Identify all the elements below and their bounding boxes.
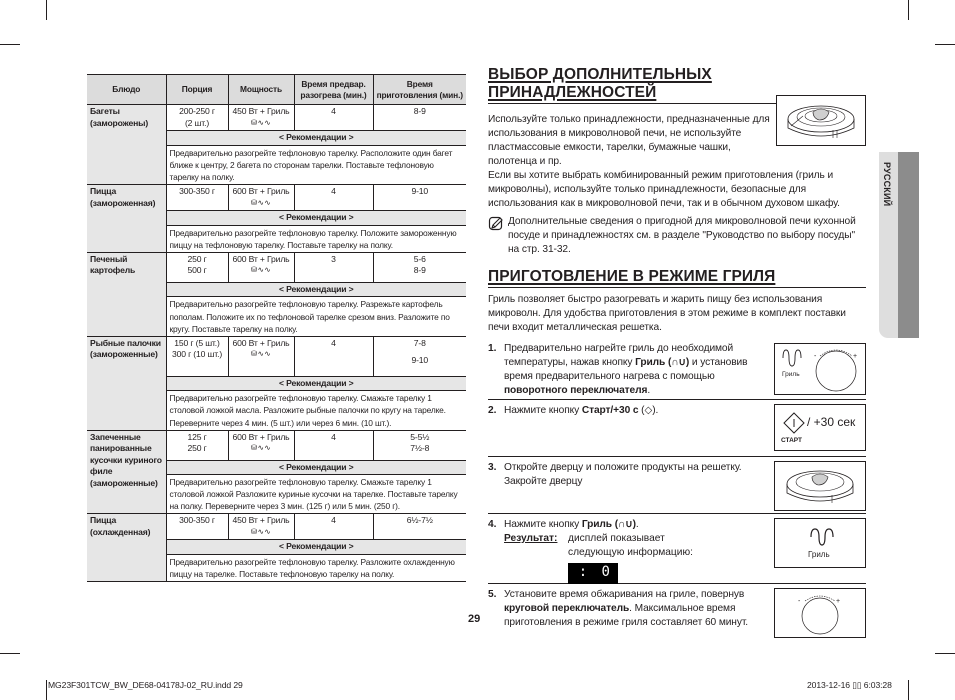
grill-dial-icon: [775, 344, 865, 394]
svg-text:-: -: [814, 353, 817, 360]
note-pencil-icon: [488, 216, 504, 232]
preheat: 3: [294, 252, 373, 282]
recommendations-header: < Рекомендации >: [166, 211, 466, 226]
footer-filename: MG23F301TCW_BW_DE68-04178J-02_RU.indd 29: [48, 680, 243, 690]
step-number: 5.: [488, 589, 497, 600]
step-body: Откройте дверцу и положите продукты на решетку. Закройте дверцу: [504, 462, 742, 487]
power: [228, 336, 294, 376]
table-row: [87, 185, 466, 211]
time-value: 8-9: [413, 265, 426, 276]
portion-value: 500 г: [187, 265, 207, 276]
dish-name: Печеный картофель: [87, 252, 166, 336]
crop-mark: [0, 44, 20, 45]
text: .: [635, 519, 639, 530]
recommendations-header: < Рекомендации >: [166, 282, 466, 297]
turntable-rack-icon: [775, 462, 865, 510]
step-body: [504, 518, 639, 532]
cook-time: [373, 336, 466, 376]
note: [488, 215, 866, 257]
turntable-icon: [777, 96, 865, 145]
grill-button-figure: [774, 518, 866, 568]
text: Нажмите кнопку: [504, 405, 582, 416]
result-body: [568, 532, 718, 584]
crop-mark: [46, 0, 47, 20]
step-number: 1.: [488, 343, 497, 354]
crop-mark: [908, 680, 909, 700]
text: .: [647, 385, 651, 396]
recommendation-text: Предварительно разогрейте тефлоновую тарелку. Разложите охлажденную пиццу на тарелке. Поставьте тефлоновую тарелку на полку.: [166, 555, 466, 582]
lcd-display: [568, 563, 618, 584]
combi-grill-icon: ⛁∿∿: [250, 527, 272, 537]
portion: [166, 336, 228, 376]
time-value: 5-6: [413, 253, 426, 264]
dish-name: Багеты (заморожены): [87, 105, 166, 185]
result-label: Результат:: [504, 533, 558, 544]
step-text: [488, 588, 763, 630]
combi-grill-icon: ⛁∿∿: [250, 443, 272, 453]
portion: 300-350 г: [166, 514, 228, 540]
step-number: 2.: [488, 405, 497, 416]
footer-timestamp: 2013-12-16 ▯▯ 6:03:28: [807, 680, 892, 690]
dial-figure: [774, 588, 866, 638]
accessories-section: [488, 66, 866, 257]
power: [228, 252, 294, 282]
text: и установив время предварительного нагрева с помощью: [504, 357, 748, 382]
portion-value: 300 г (10 шт.): [171, 349, 223, 360]
power-value: 450 Вт + Гриль: [232, 515, 290, 526]
step-1: [488, 339, 866, 400]
svg-text:+: +: [836, 598, 841, 605]
crop-mark: [908, 0, 909, 20]
section-title: ВЫБОР ДОПОЛНИТЕЛЬНЫХ ПРИНАДЛЕЖНОСТЕЙ: [488, 66, 866, 104]
step-body: [504, 342, 763, 398]
portion: [166, 105, 228, 131]
step-5: [488, 584, 866, 644]
cook-time: [373, 430, 466, 460]
language-tab: [879, 152, 919, 338]
dish-name: Рыбные палочки (замороженные): [87, 336, 166, 430]
time-value: 5-5½: [410, 431, 430, 442]
grill-figure-label: Гриль: [782, 371, 800, 378]
table-header-row: [87, 75, 466, 105]
dish-name: Пицца (замороженная): [87, 185, 166, 253]
col-power: Мощность: [228, 75, 294, 105]
recommendations-header: < Рекомендации >: [166, 131, 466, 146]
result-text: дисплей показывает следующую информацию:: [568, 533, 693, 558]
combi-grill-icon: ⛁∿∿: [250, 265, 272, 275]
recommendations-header: < Рекомендации >: [166, 376, 466, 391]
portion-value: 125 г: [187, 431, 207, 442]
text: . Максимальное время приготовления в режиме гриля составляет 60 минут.: [504, 603, 748, 628]
recommendation-text: Предварительно разогрейте тефлоновую тарелку. Расположите один багет ближе к центру, 2 багета по сторонам тарелки. Поставьте тефлоновую тарелку на полку.: [166, 145, 466, 184]
plus30-label: / +30 сек: [807, 415, 856, 429]
cook-time: 9-10: [373, 185, 466, 211]
step-body: [504, 588, 763, 630]
time-value: 7½-8: [410, 443, 430, 454]
dial-icon: [775, 589, 865, 637]
time-value: 9-10: [411, 355, 429, 366]
portion: [166, 430, 228, 460]
power: [228, 430, 294, 460]
table-row: [87, 430, 466, 460]
text: (◇).: [638, 405, 659, 416]
grill-dial-figure: [774, 343, 866, 395]
crop-mark: [0, 653, 20, 654]
power: [228, 514, 294, 540]
step-text: [488, 342, 763, 398]
preheat: 4: [294, 514, 373, 540]
recommendation-text: Предварительно разогрейте тефлоновую тарелку. Положите замороженную пиццу на тефлоновую тарелку. Поставьте тарелку на полку.: [166, 225, 466, 252]
lcd-value: : 0: [578, 564, 613, 580]
grill-intro: Гриль позволяет быстро разогревать и жарить пищу без использования микроволн. Для удобства приготовления в этом режиме в комплект поставки печи входит металлическая решетка.: [488, 294, 846, 333]
step-number: 4.: [488, 519, 497, 530]
crop-mark: [935, 653, 955, 654]
power-value: 600 Вт + Гриль: [232, 337, 290, 348]
portion-value: 250 г: [187, 253, 207, 264]
accessories-para1: Используйте только принадлежности, предназначенные для использования в микроволновой печи, не используйте пластмассовые емкости, тарелки, бумажные чашки, полотенца и пр.: [488, 114, 770, 167]
power-value: 450 Вт + Гриль: [232, 106, 290, 116]
recommendation-text: Предварительно разогрейте тефлоновую тарелку. Смажьте тарелку 1 столовой ложкой Разложите куриные кусочки на тарелке. Поставьте тарелку на полку. Переверните через 3 мин. (125 г) или 5 мин. (250 г).: [166, 475, 466, 514]
preheat: 4: [294, 430, 373, 460]
dish-name: Пицца (охлажденная): [87, 514, 166, 582]
step-number: 3.: [488, 462, 497, 473]
portion: 300-350 г: [166, 185, 228, 211]
col-time: Время приготовления (мин.): [373, 75, 466, 105]
preheat: 4: [294, 336, 373, 376]
table-row: [87, 252, 466, 282]
grill-button-label: Гриль: [581, 519, 612, 530]
crop-mark: [935, 44, 955, 45]
step-4: [488, 514, 866, 584]
table-row: [87, 336, 466, 376]
section-title: ПРИГОТОВЛЕНИЕ В РЕЖИМЕ ГРИЛЯ: [488, 268, 866, 288]
grill-button-label: Гриль: [635, 357, 666, 368]
start-button-figure: [774, 404, 866, 451]
grill-icon: [807, 527, 837, 547]
power-value: 600 Вт + Гриль: [232, 253, 290, 264]
svg-text:-: -: [798, 598, 801, 605]
preheat: 4: [294, 185, 373, 211]
tab-dark: [898, 152, 919, 338]
crop-mark: [46, 680, 47, 700]
table-row: [87, 514, 466, 540]
power-value: 600 Вт + Гриль: [232, 186, 290, 197]
recommendations-header: < Рекомендации >: [166, 460, 466, 475]
step-3: [488, 457, 866, 514]
language-label: РУССКИЙ: [882, 162, 892, 207]
portion-value: 150 г (5 шт.): [174, 337, 220, 348]
text: Предварительно нагрейте гриль до необходимой температуры, нажав кнопку: [504, 343, 734, 368]
portion-value: 200-250 г: [179, 106, 215, 116]
cook-time: [373, 252, 466, 282]
step-2: [488, 400, 866, 457]
accessories-para2: Если вы хотите выбрать комбинированный режим приготовления (гриль и микроволны), используйте только принадлежности, безопасные для использования как в микроволновой печи, так и в обычном духовом шкафу.: [488, 170, 840, 209]
recommendation-text: Предварительно разогрейте тефлоновую тарелку. Смажьте тарелку 1 столовой ложкой масла. Разложите рыбные палочки по кругу на тарелке. Переверните через 4 мин. (5 шт.) или через 6 мин. (10 шт.).: [166, 391, 466, 430]
start-button-label: Старт/+30 с: [581, 405, 639, 416]
text: Установите время обжаривания на гриле, повернув: [504, 589, 745, 600]
cook-time: 8-9: [373, 105, 466, 131]
recommendation-text: Предварительно разогрейте тефлоновую тарелку. Разрежьте картофель пополам. Положите их по тефлоновой тарелке срезом вниз. Разложите по кругу. Поставьте тарелку на полку.: [166, 297, 466, 336]
time-value: 7-8: [413, 337, 426, 348]
grill-icon: (∩∪): [614, 519, 636, 530]
cook-time: 6½-7½: [373, 514, 466, 540]
turntable-figure: [776, 95, 866, 146]
dial-label: поворотного переключателя: [504, 385, 648, 396]
start-label: СТАРТ: [781, 437, 803, 444]
grill-figure-label: Гриль: [808, 550, 830, 559]
combi-grill-icon: ⛁∿∿: [250, 197, 272, 207]
col-portion: Порция: [166, 75, 228, 105]
combi-grill-icon: ⛁∿∿: [250, 349, 272, 359]
col-preheat: Время предвар. разогрева (мин.): [294, 75, 373, 105]
svg-text:+: +: [853, 353, 858, 360]
right-column: [488, 66, 866, 644]
step-text: [488, 461, 763, 489]
note-text: Дополнительные сведения о пригодной для микроволновой печи кухонной посуде и принадлежностях см. в разделе "Руководство по выбору посуды" на стр. 31-32.: [508, 216, 856, 255]
rack-figure: [774, 461, 866, 511]
portion-value: 250 г: [187, 443, 207, 454]
power: [228, 105, 294, 131]
table-row: [87, 105, 466, 131]
grill-icon: (∩∪): [667, 357, 690, 368]
step-body: [504, 404, 658, 418]
preheat: 4: [294, 105, 373, 131]
dish-name: Запеченные панированные кусочки куриного филе (замороженные): [87, 430, 166, 514]
recommendations-header: < Рекомендации >: [166, 540, 466, 555]
combi-grill-icon: ⛁∿∿: [250, 117, 272, 127]
col-dish: Блюдо: [87, 75, 166, 105]
power: [228, 185, 294, 211]
portion: [166, 252, 228, 282]
start-diamond-icon: [783, 412, 805, 434]
text: Нажмите кнопку: [504, 519, 582, 530]
power-value: 600 Вт + Гриль: [232, 431, 290, 442]
portion-value: (2 шт.): [184, 117, 210, 128]
dial-label: круговой переключатель: [504, 603, 630, 614]
grill-cooking-table: [87, 74, 466, 582]
grill-section: [488, 268, 866, 644]
page-number: 29: [468, 613, 481, 625]
